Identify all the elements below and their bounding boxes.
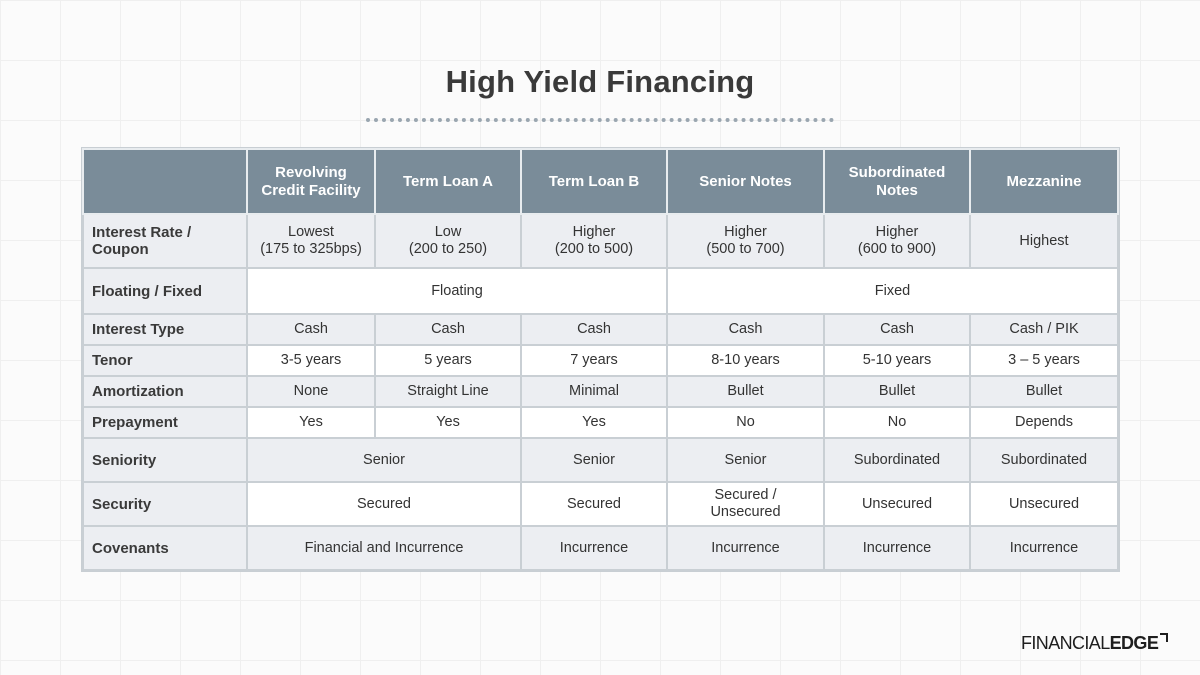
row-label-prepayment: Prepayment [83,407,247,438]
cell-line-2: (200 to 250) [408,241,488,257]
row-label-interest-rate [83,214,247,268]
comparison-table [82,148,1119,571]
table-cell: Cash [375,314,521,345]
table-row-seniority [83,438,1118,482]
table-cell: Bullet [970,376,1118,407]
column-header-revolving-credit-facility [247,149,375,214]
table-cell: Cash / PIK [970,314,1118,345]
table-cell: Incurrence [667,526,824,570]
table-cell [667,214,824,268]
table-cell: Yes [521,407,667,438]
table-cell: Depends [970,407,1118,438]
column-header-subordinated-notes [824,149,970,214]
table-cell: Yes [375,407,521,438]
table-row-interest-rate [83,214,1118,268]
column-header-senior-notes: Senior Notes [667,149,824,214]
table-cell: Unsecured [824,482,970,526]
table-row-amortization [83,376,1118,407]
table-cell: No [667,407,824,438]
table-cell: Bullet [667,376,824,407]
table-cell [247,214,375,268]
table-cell: Senior [521,438,667,482]
table-row-floating-fixed [83,268,1118,314]
table-row-covenants [83,526,1118,570]
table-row-security [83,482,1118,526]
table-cell: Subordinated [970,438,1118,482]
table-cell: Senior [247,438,521,482]
table-cell: Incurrence [824,526,970,570]
cell-line-1: Higher [572,224,616,240]
cell-line-2: (200 to 500) [554,241,634,257]
row-label-interest-type: Interest Type [83,314,247,345]
cell-line-1: Higher [724,224,767,240]
row-label-amortization: Amortization [83,376,247,407]
column-header-term-loan-b: Term Loan B [521,149,667,214]
column-header-term-loan-a: Term Loan A [375,149,521,214]
table-cell [667,482,824,526]
table-cell: Senior [667,438,824,482]
table-cell: Bullet [824,376,970,407]
row-label-seniority: Seniority [83,438,247,482]
table-cell: Financial and Incurrence [247,526,521,570]
table-cell: Unsecured [970,482,1118,526]
table-cell: Cash [247,314,375,345]
column-header-label: Subordinated Notes [848,163,946,199]
table-cell: Floating [247,268,667,314]
table-cell [970,214,1118,268]
row-label-floating-fixed: Floating / Fixed [83,268,247,314]
table-cell: 3 – 5 years [970,345,1118,376]
title-divider [366,118,834,122]
column-header-label: Revolving Credit Facility [261,163,361,199]
logo-text-financial: FINANCIAL [1021,633,1110,653]
cell-line-2: (500 to 700) [706,241,785,257]
corner-bracket-icon [1159,632,1169,644]
table-cell: 5-10 years [824,345,970,376]
table-cell: Incurrence [970,526,1118,570]
table-cell: Secured [521,482,667,526]
table-row-interest-type [83,314,1118,345]
table-cell: Fixed [667,268,1118,314]
table-cell: Minimal [521,376,667,407]
table-cell: No [824,407,970,438]
table-cell: Subordinated [824,438,970,482]
table-cell [824,214,970,268]
table-cell: 5 years [375,345,521,376]
row-label-tenor: Tenor [83,345,247,376]
table-row-tenor [83,345,1118,376]
table-cell: Straight Line [375,376,521,407]
cell-line-2: Unsecured [710,504,781,520]
table-cell [375,214,521,268]
table-cell: Yes [247,407,375,438]
table-row-prepayment [83,407,1118,438]
cell-line-2: (175 to 325bps) [260,241,362,257]
header-row [83,149,1118,214]
cell-line-2: (600 to 900) [857,241,937,257]
logo-text-edge: EDGE [1109,633,1159,653]
cell-line-1: Lowest [288,224,334,240]
table-cell: Cash [824,314,970,345]
table-cell: Cash [667,314,824,345]
table-cell: Incurrence [521,526,667,570]
row-label-security: Security [83,482,247,526]
cell-line-1: Higher [875,224,919,240]
table-cell: Cash [521,314,667,345]
column-header-mezzanine: Mezzanine [970,149,1118,214]
row-label-covenants: Covenants [83,526,247,570]
table-cell: 7 years [521,345,667,376]
financial-edge-logo [1021,633,1169,659]
cell-line-1: Secured / [714,487,777,503]
table-cell [521,214,667,268]
table-cell: Secured [247,482,521,526]
table-cell: None [247,376,375,407]
table-cell: 3-5 years [247,345,375,376]
page-title: High Yield Financing [445,64,755,99]
header-corner [83,149,247,214]
cell-line-1: Highest [1019,232,1069,249]
row-label-text: Interest Rate / Coupon [92,224,192,258]
table-cell: 8-10 years [667,345,824,376]
cell-line-1: Low [434,224,462,240]
